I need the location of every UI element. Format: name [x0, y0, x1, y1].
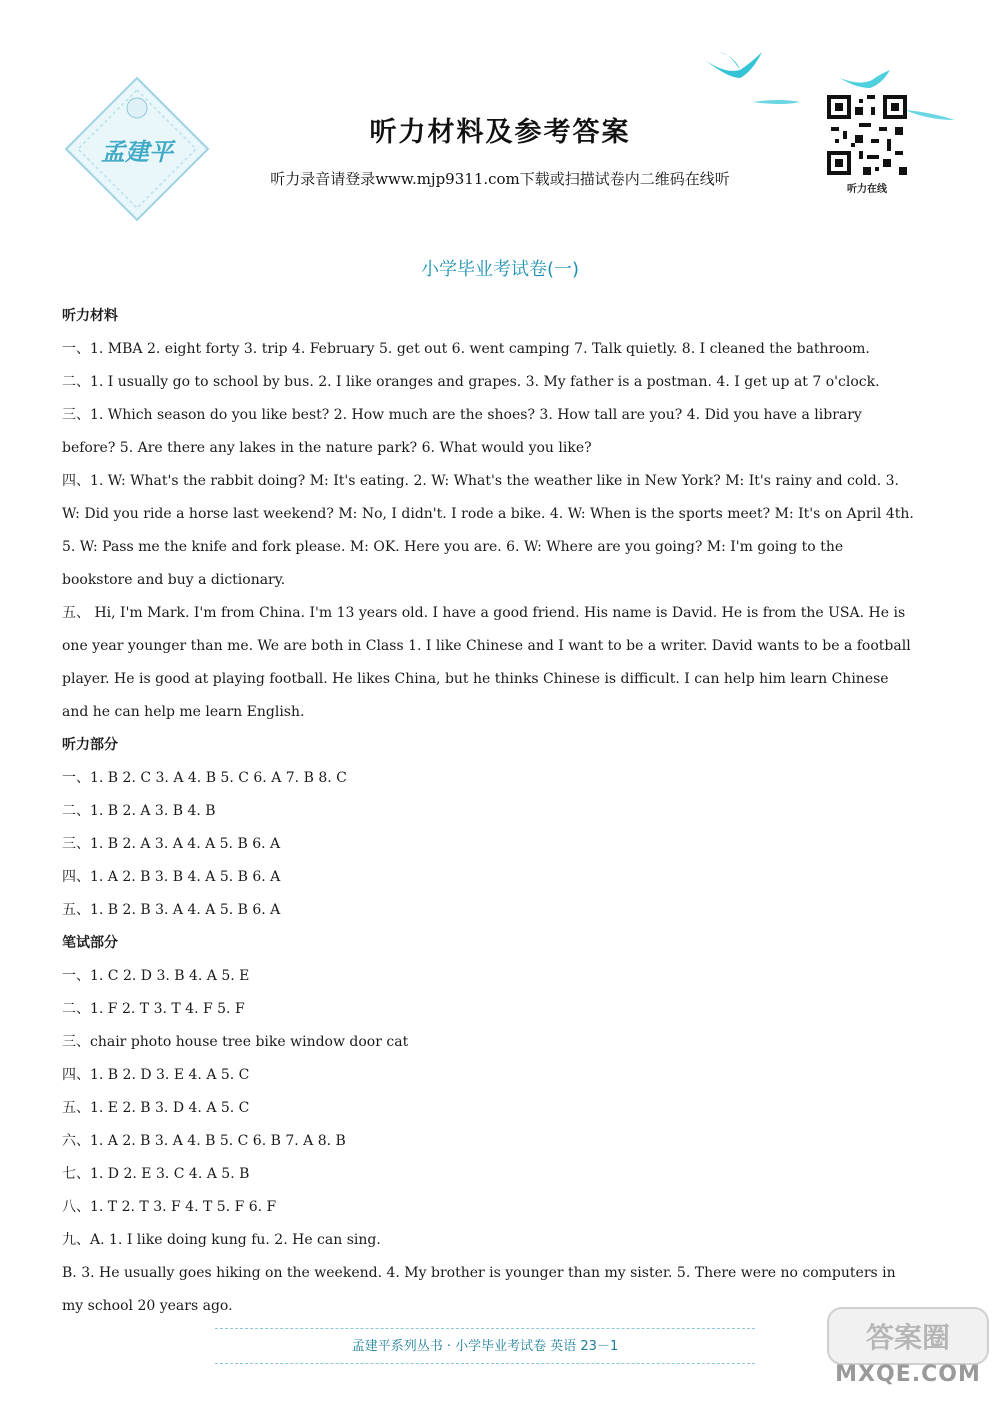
- listening-answers-heading: 听力部分: [62, 737, 118, 753]
- page-footer: [215, 1328, 755, 1364]
- answer-line: 五、1. B 2. B 3. A 4. A 5. B 6. A: [62, 902, 281, 918]
- answer-line: 一、1. C 2. D 3. B 4. A 5. E: [62, 968, 250, 984]
- material-paragraph: 三、1. Which season do you like best? 2. How much are the shoes? 3. How tall are you? 4. Did you have a library before? 5. Are there any lakes in the nature park? 6. What would you like?: [62, 407, 862, 456]
- footer-text: 孟建平系列丛书 · 小学毕业考试卷 英语 23－1: [351, 1339, 619, 1354]
- answer-line: 三、chair photo house tree bike window door cat: [62, 1034, 409, 1050]
- qr-caption: 听力在线: [847, 184, 887, 195]
- page-title: 听力材料及参考答案: [369, 117, 631, 148]
- answer-line: 五、1. E 2. B 3. D 4. A 5. C: [62, 1100, 250, 1116]
- material-paragraph: 一、1. MBA 2. eight forty 3. trip 4. February 5. get out 6. went camping 7. Talk quietly. 8. I cleaned the bathroom.: [62, 341, 870, 357]
- svg-text:孟建平: 孟建平: [101, 138, 173, 166]
- publisher-logo: [62, 74, 212, 224]
- svg-text:答案圈: 答案圈: [865, 1321, 951, 1354]
- page-subtitle: 听力录音请登录www.mjp9311.com下载或扫描试卷内二维码在线听: [270, 170, 730, 188]
- watermark-text: MXQE.COM: [835, 1362, 981, 1387]
- exam-title: 小学毕业考试卷(一): [420, 259, 580, 280]
- written-answers-heading: 笔试部分: [62, 935, 118, 951]
- answer-content: [62, 300, 914, 1323]
- answer-line: 一、1. B 2. C 3. A 4. B 5. C 6. A 7. B 8. C: [62, 770, 347, 786]
- answer-line: 六、1. A 2. B 3. A 4. B 5. C 6. B 7. A 8. B: [62, 1133, 346, 1149]
- answer-line: B. 3. He usually goes hiking on the weekend. 4. My brother is younger than my sister. 5. There were no computers in my school 20 years ago.: [62, 1265, 896, 1314]
- answer-line: 四、1. B 2. D 3. E 4. A 5. C: [62, 1067, 250, 1083]
- material-paragraph: 二、1. I usually go to school by bus. 2. I like oranges and grapes. 3. My father is a postman. 4. I get up at 7 o'clock.: [62, 374, 880, 390]
- material-paragraph: 五、 Hi, I'm Mark. I'm from China. I'm 13 years old. I have a good friend. His name is David. He is from the USA. He is one year younger than me. We are both in Class 1. I like Chinese and I want to be a writer. David wants to be a football player. He is good at playing football. He likes China, but he thinks Chinese is difficult. I can help him learn Chinese and he can help me learn English.: [62, 605, 911, 720]
- qr-code[interactable]: [827, 95, 907, 175]
- listening-material-heading: 听力材料: [62, 308, 118, 324]
- answer-line: 八、1. T 2. T 3. F 4. T 5. F 6. F: [62, 1199, 277, 1215]
- answer-line: 九、A. 1. I like doing kung fu. 2. He can sing.: [62, 1232, 381, 1248]
- answer-line: 七、1. D 2. E 3. C 4. A 5. B: [62, 1166, 250, 1182]
- answer-line: 二、1. B 2. A 3. B 4. B: [62, 803, 216, 819]
- answer-line: 二、1. F 2. T 3. T 4. F 5. F: [62, 1001, 245, 1017]
- answer-line: 三、1. B 2. A 3. A 4. A 5. B 6. A: [62, 836, 281, 852]
- answer-line: 四、1. A 2. B 3. B 4. A 5. B 6. A: [62, 869, 281, 885]
- material-paragraph: 四、1. W: What's the rabbit doing? M: It's eating. 2. W: What's the weather like in New York? M: It's rainy and cold. 3. W: Did you ride a horse last weekend? M: No, I didn't. I rode a bike. 4. W: When is the sports meet? M: It's on April 4th. 5. W: Pass me the knife and fork please. M: OK. Here you are. 6. W: Where are you going? M: I'm going to the bookstore and buy a dictionary.: [62, 473, 914, 588]
